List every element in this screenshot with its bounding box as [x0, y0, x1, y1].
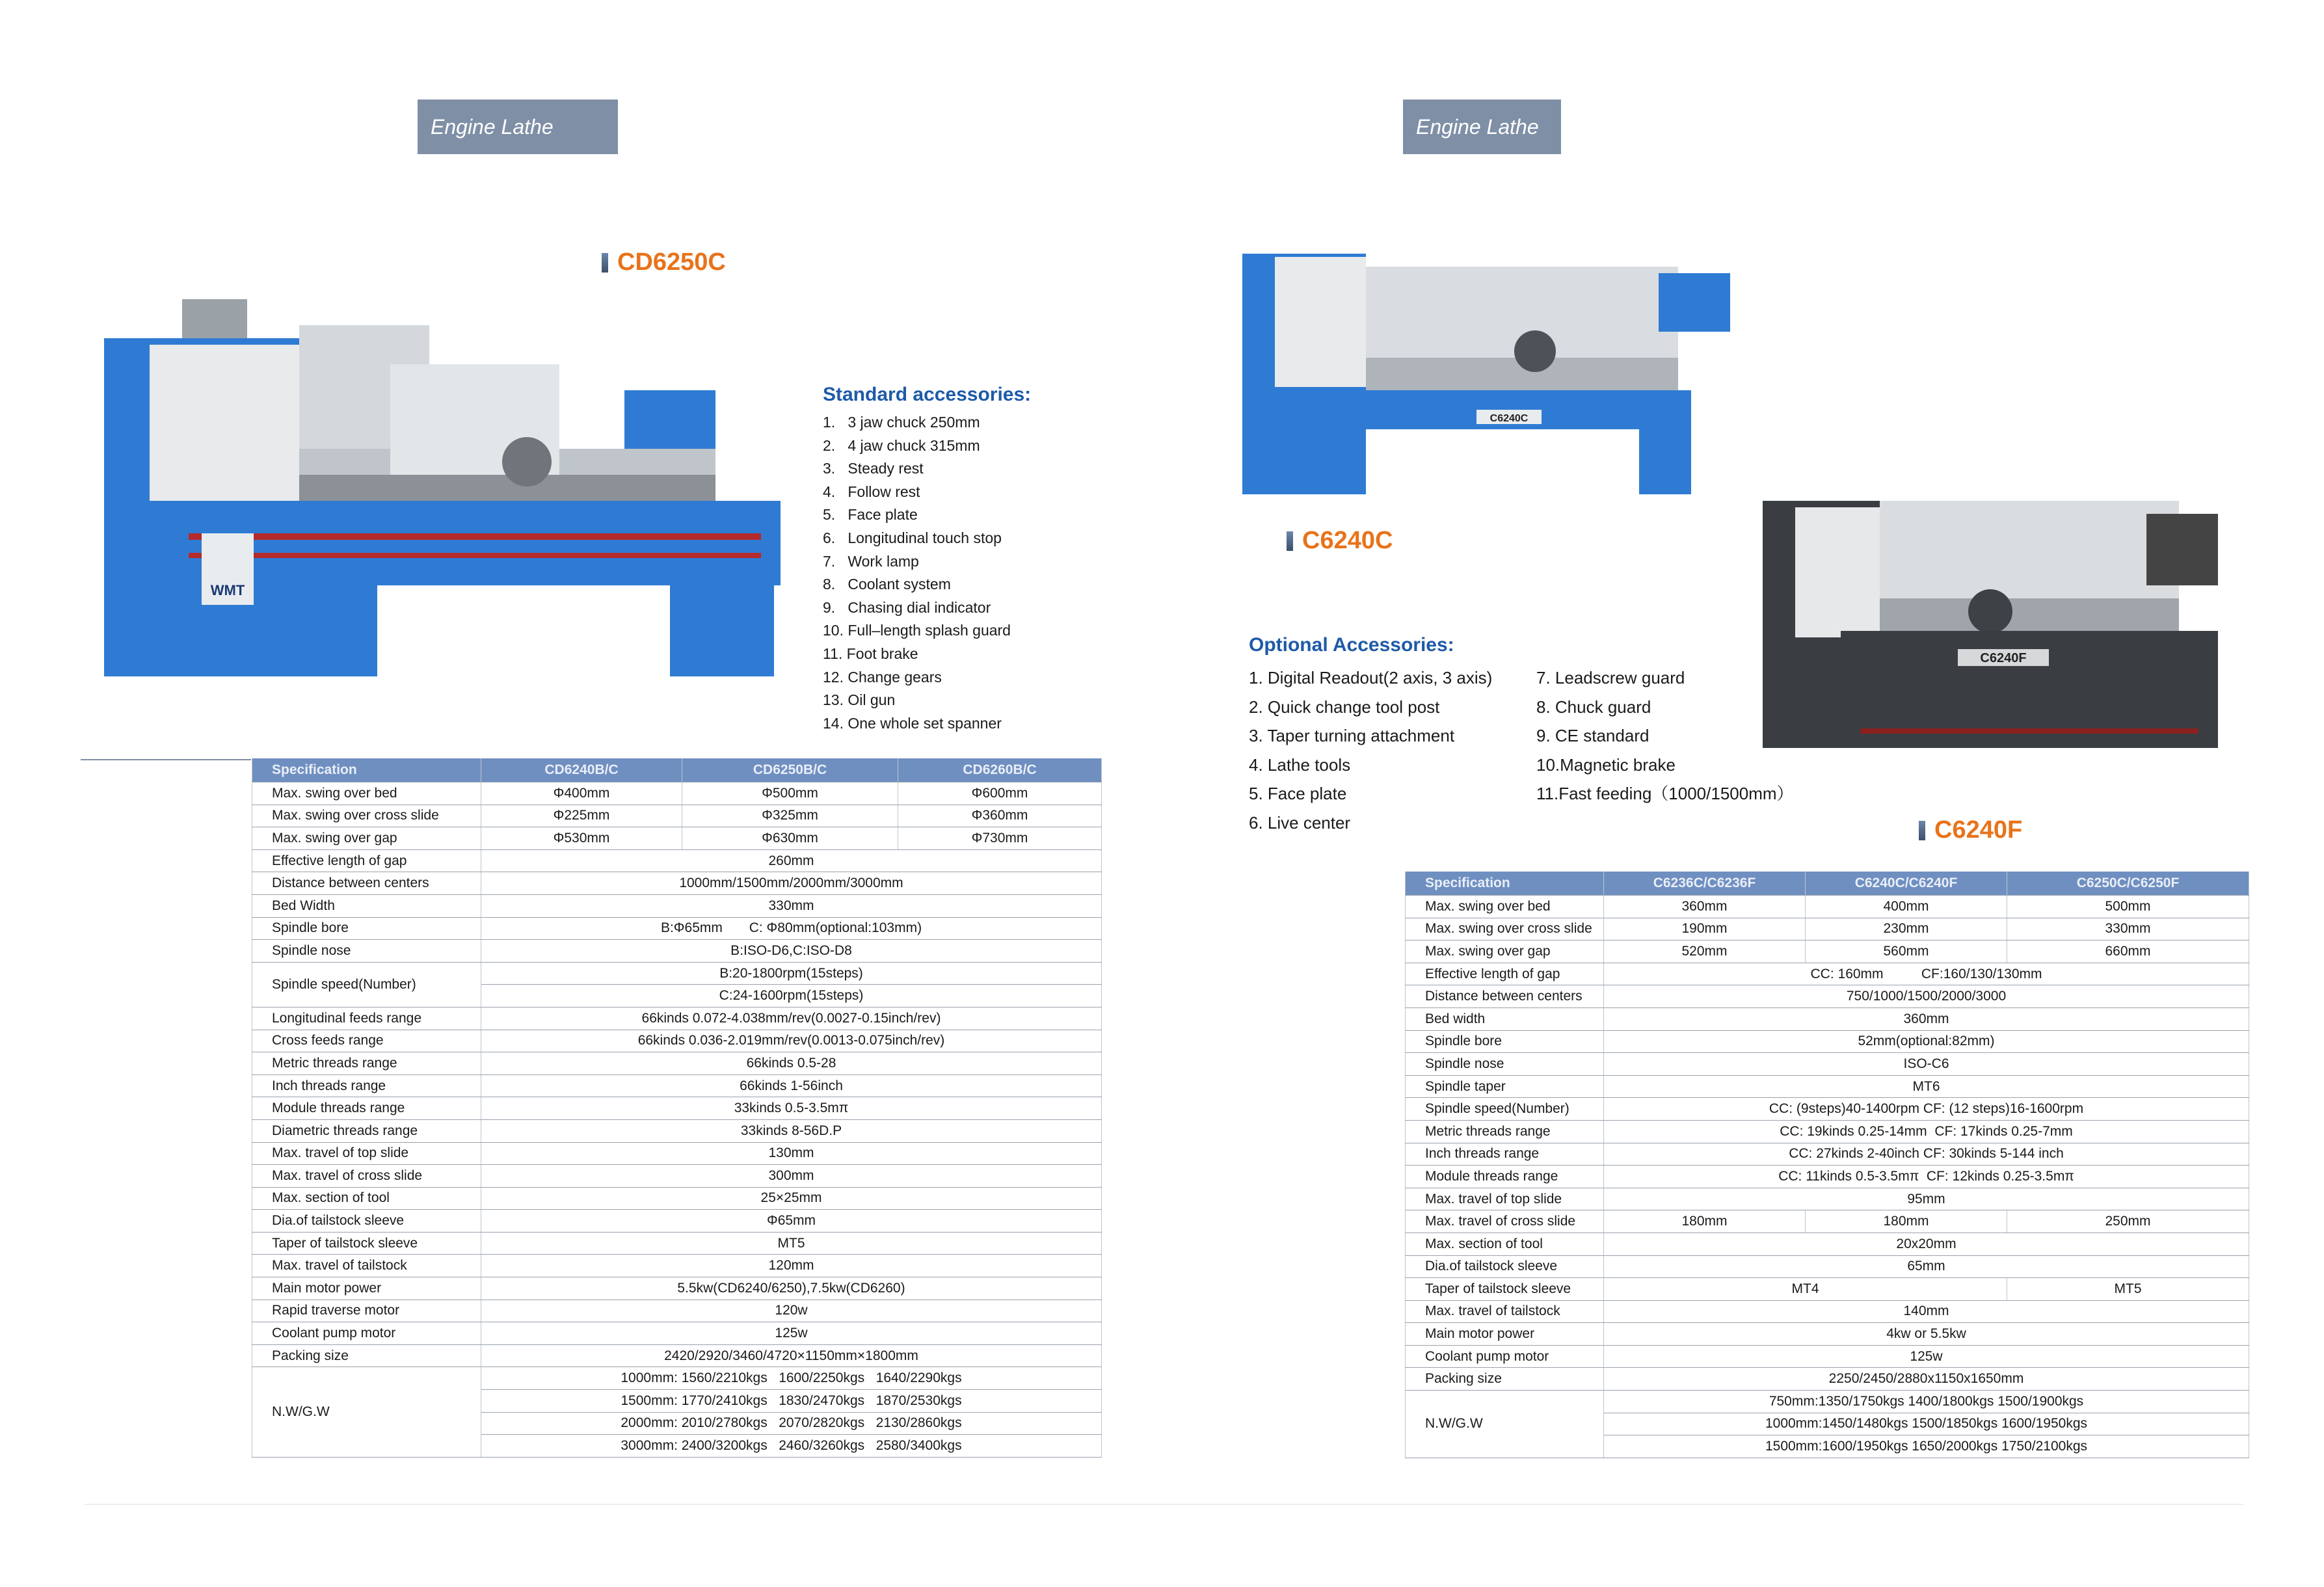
spec-label-cell: Distance between centers — [1406, 985, 1604, 1008]
spec-value-cell: 3000mm: 2400/3200kgs 2460/3260kgs 2580/3400kgs — [481, 1435, 1102, 1458]
spec-value-cell: 52mm(optional:82mm) — [1604, 1030, 2249, 1053]
optional-accessory-item: 7. Leadscrew guard — [1536, 668, 1685, 687]
spec-value-cell: 66kinds 0.5-28 — [481, 1052, 1102, 1075]
spec-label-cell: Max. travel of tailstock — [1406, 1300, 1604, 1323]
spec-value-cell: C6240C/C6240F — [1806, 872, 2007, 896]
spec-value-cell: 1000mm:1450/1480kgs 1500/1850kgs 1600/1950kgs — [1604, 1413, 2249, 1435]
spec-value-cell: 125w — [1604, 1345, 2249, 1368]
accessory-item: 7. Work lamp — [823, 552, 919, 570]
spec-value-cell: 500mm — [2007, 896, 2249, 918]
table-row — [252, 940, 1102, 963]
spec-value-cell: 95mm — [1604, 1188, 2249, 1210]
spec-value-cell: 2000mm: 2010/2780kgs 2070/2820kgs 2130/2860kgs — [481, 1412, 1102, 1435]
model-marker-icon — [1287, 531, 1293, 551]
spec-label-cell: Distance between centers — [252, 872, 481, 895]
accessory-item: 4. Follow rest — [823, 483, 920, 500]
table-row — [252, 782, 1102, 805]
spec-value-cell: CC: (9steps)40-1400rpm CF: (12 steps)16-1600rpm — [1604, 1098, 2249, 1121]
optional-accessory-item: 10.Magnetic brake — [1536, 754, 1676, 775]
spec-value-cell: 560mm — [1806, 940, 2007, 963]
spec-value-cell: MT4 — [1604, 1278, 2007, 1301]
table-row — [1406, 1188, 2249, 1210]
table-row — [1406, 1368, 2249, 1391]
optional-accessory-item: 2. Quick change tool post — [1249, 697, 1440, 717]
spec-value-cell: Φ225mm — [481, 805, 682, 827]
spec-value-cell: CC: 19kinds 0.25-14mm CF: 17kinds 0.25-7mm — [1604, 1120, 2249, 1143]
model-title-c6240f — [1919, 816, 2022, 844]
spec-label-cell: Packing size — [1406, 1368, 1604, 1391]
spec-value-cell: CD6260B/C — [898, 758, 1102, 782]
table-row — [1406, 1166, 2249, 1188]
table-row — [252, 917, 1102, 940]
spec-value-cell: 1500mm:1600/1950kgs 1650/2000kgs 1750/2100kgs — [1604, 1435, 2249, 1458]
model-marker-icon — [602, 253, 608, 273]
standard-accessories-title: Standard accessories: — [823, 384, 1032, 405]
spec-value-cell: 260mm — [481, 849, 1102, 872]
spec-value-cell: 180mm — [1806, 1210, 2007, 1233]
spec-label-cell: N.W/G.W — [1406, 1391, 1604, 1458]
spec-value-cell: MT5 — [2007, 1278, 2249, 1301]
spec-label-cell: Max. travel of cross slide — [252, 1165, 481, 1188]
table-row — [1406, 1210, 2249, 1233]
table-row — [1406, 1233, 2249, 1255]
table-row — [252, 894, 1102, 917]
spec-label-cell: Cross feeds range — [252, 1030, 481, 1052]
spec-label-cell: Specification — [252, 758, 481, 782]
spec-value-cell: 120mm — [481, 1255, 1102, 1277]
table-row — [1406, 1323, 2249, 1346]
spec-label-cell: Inch threads range — [1406, 1143, 1604, 1166]
table-row — [1406, 1278, 2249, 1301]
spec-label-cell: Metric threads range — [1406, 1120, 1604, 1143]
optional-accessories-col1 — [1249, 663, 1492, 837]
spec-value-cell: 2420/2920/3460/4720×1150mm×1800mm — [481, 1344, 1102, 1367]
lathe-image-cd6250c — [104, 286, 794, 689]
spec-label-cell: Packing size — [252, 1344, 481, 1367]
spec-value-cell: CC: 27kinds 2-40inch CF: 30kinds 5-144 inch — [1604, 1143, 2249, 1166]
footer-divider — [85, 1504, 2244, 1505]
accessory-item: 13. Oil gun — [823, 691, 896, 709]
spec-value-cell: 660mm — [2007, 940, 2249, 963]
spec-label-cell: Inch threads range — [252, 1074, 481, 1097]
model-title-cd6250c — [602, 248, 726, 276]
table-row — [252, 1255, 1102, 1277]
standard-accessories-list — [823, 411, 1011, 735]
accessory-item: 1. 3 jaw chuck 250mm — [823, 414, 980, 431]
table-row — [1406, 872, 2249, 896]
wmt-logo-text: WMT — [210, 582, 245, 598]
spec-label-cell: Module threads range — [252, 1097, 481, 1120]
spec-value-cell: 1000mm/1500mm/2000mm/3000mm — [481, 872, 1102, 895]
optional-accessory-item: 8. Chuck guard — [1536, 697, 1651, 717]
accessory-item: 2. 4 jaw chuck 315mm — [823, 436, 980, 454]
spec-label-cell: Max. swing over bed — [252, 782, 481, 805]
optional-accessory-item: 5. Face plate — [1249, 784, 1347, 803]
spec-table-right — [1405, 872, 2249, 1458]
spec-value-cell: 66kinds 1-56inch — [481, 1074, 1102, 1097]
optional-accessory-item: 3. Taper turning attachment — [1249, 726, 1455, 745]
spec-value-cell: 230mm — [1806, 918, 2007, 940]
spec-value-cell: Φ325mm — [682, 805, 898, 827]
spec-label-cell: Bed width — [1406, 1007, 1604, 1030]
optional-accessory-item: 6. Live center — [1249, 812, 1351, 833]
spec-value-cell: Φ530mm — [481, 827, 682, 850]
spec-value-cell: ISO-C6 — [1604, 1053, 2249, 1076]
spec-label-cell: Spindle bore — [1406, 1030, 1604, 1053]
spec-label-cell: Max. section of tool — [1406, 1233, 1604, 1255]
spec-table-left — [252, 758, 1102, 1458]
accessory-item: 9. Chasing dial indicator — [823, 598, 991, 616]
table-row — [1406, 1143, 2249, 1166]
table-row — [252, 827, 1102, 850]
spec-value-cell: 66kinds 0.072-4.038mm/rev(0.0027-0.15inch/rev) — [481, 1007, 1102, 1030]
spec-value-cell: 33kinds 0.5-3.5mπ — [481, 1097, 1102, 1120]
spec-label-cell: Max. swing over bed — [1406, 896, 1604, 918]
spec-label-cell: Taper of tailstock sleeve — [1406, 1278, 1604, 1301]
spec-label-cell: Rapid traverse motor — [252, 1300, 481, 1322]
table-row — [252, 1344, 1102, 1367]
table-row — [252, 872, 1102, 895]
spec-label-cell: Dia.of tailstock sleeve — [1406, 1255, 1604, 1278]
spec-value-cell: 360mm — [1604, 1007, 2249, 1030]
divider — [81, 759, 251, 760]
digital-readout-icon — [182, 299, 247, 338]
spec-value-cell: B:ISO-D6,C:ISO-D8 — [481, 940, 1102, 963]
spec-value-cell: 1000mm: 1560/2210kgs 1600/2250kgs 1640/2290kgs — [481, 1367, 1102, 1390]
spec-value-cell: 190mm — [1604, 918, 1806, 940]
table-row — [1406, 985, 2249, 1008]
accessory-item: 11. Foot brake — [823, 645, 918, 662]
table-row — [252, 1322, 1102, 1345]
table-row — [252, 1300, 1102, 1322]
table-row — [1406, 1075, 2249, 1098]
table-row — [252, 1119, 1102, 1142]
spec-value-cell: 250mm — [2007, 1210, 2249, 1233]
spec-value-cell: CD6250B/C — [682, 758, 898, 782]
spec-label-cell: Max. swing over gap — [1406, 940, 1604, 963]
spec-label-cell: Metric threads range — [252, 1052, 481, 1075]
table-row — [1406, 1007, 2249, 1030]
plate-c6240f: C6240F — [1980, 651, 2027, 665]
table-row — [1406, 1098, 2249, 1121]
spec-value-cell: 130mm — [481, 1142, 1102, 1165]
table-row — [252, 1277, 1102, 1300]
spec-value-cell: Φ500mm — [682, 782, 898, 805]
table-row — [1406, 963, 2249, 985]
optional-accessory-item: 9. CE standard — [1536, 726, 1650, 745]
section-tag-right: Engine Lathe — [1403, 100, 1561, 154]
spec-label-cell: Spindle bore — [252, 917, 481, 940]
spec-value-cell: MT6 — [1604, 1075, 2249, 1098]
spec-value-cell: Φ630mm — [682, 827, 898, 850]
spec-value-cell: Φ65mm — [481, 1210, 1102, 1233]
spec-label-cell: Spindle nose — [252, 940, 481, 963]
spec-value-cell: 520mm — [1604, 940, 1806, 963]
optional-accessories-col2 — [1536, 663, 1794, 808]
spec-label-cell: Max. swing over gap — [252, 827, 481, 850]
spec-value-cell: MT5 — [481, 1232, 1102, 1255]
spec-label-cell: Spindle taper — [1406, 1075, 1604, 1098]
spec-label-cell: Diametric threads range — [252, 1119, 481, 1142]
spec-value-cell: CD6240B/C — [481, 758, 682, 782]
spec-label-cell: Spindle speed(Number) — [252, 962, 481, 1007]
table-row — [252, 1007, 1102, 1030]
table-row — [252, 758, 1102, 782]
spec-label-cell: Coolant pump motor — [252, 1322, 481, 1345]
spec-label-cell: Spindle nose — [1406, 1053, 1604, 1076]
optional-accessory-item: 11.Fast feeding（1000/1500mm） — [1536, 784, 1794, 803]
lathe-image-c6240f — [1763, 442, 2231, 748]
spec-label-cell: Longitudinal feeds range — [252, 1007, 481, 1030]
table-row — [252, 1097, 1102, 1120]
table-row — [252, 1074, 1102, 1097]
model-name: C6240F — [1934, 816, 2023, 844]
table-row — [252, 1210, 1102, 1233]
spec-label-cell: Max. travel of top slide — [1406, 1188, 1604, 1210]
accessory-item: 12. Change gears — [823, 668, 942, 686]
model-title-c6240c — [1287, 527, 1393, 555]
model-name: CD6250C — [617, 248, 726, 276]
spec-label-cell: Main motor power — [1406, 1323, 1604, 1346]
spec-label-cell: Dia.of tailstock sleeve — [252, 1210, 481, 1233]
spec-value-cell: 33kinds 8-56D.P — [481, 1119, 1102, 1142]
table-row — [1406, 940, 2249, 963]
table-row — [252, 1142, 1102, 1165]
spec-value-cell: 330mm — [481, 894, 1102, 917]
spec-value-cell: 4kw or 5.5kw — [1604, 1323, 2249, 1346]
table-row — [1406, 1120, 2249, 1143]
spec-label-cell: Taper of tailstock sleeve — [252, 1232, 481, 1255]
table-row — [252, 1187, 1102, 1210]
spec-value-cell: CC: 160mm CF:160/130/130mm — [1604, 963, 2249, 985]
spec-value-cell: 750/1000/1500/2000/3000 — [1604, 985, 2249, 1008]
accessory-item: 10. Full–length splash guard — [823, 622, 1011, 639]
spec-label-cell: Max. section of tool — [252, 1187, 481, 1210]
table-row — [1406, 1345, 2249, 1368]
table-row — [1406, 1053, 2249, 1076]
lathe-image-c6240c — [1242, 228, 1756, 494]
spec-label-cell: Effective length of gap — [1406, 963, 1604, 985]
spec-label-cell: Max. travel of tailstock — [252, 1255, 481, 1277]
spec-value-cell: 5.5kw(CD6240/6250),7.5kw(CD6260) — [481, 1277, 1102, 1300]
spec-value-cell: 330mm — [2007, 918, 2249, 940]
table-row — [252, 805, 1102, 827]
spec-value-cell: 180mm — [1604, 1210, 1806, 1233]
spec-value-cell: Φ730mm — [898, 827, 1102, 850]
table-row — [252, 1052, 1102, 1075]
spec-value-cell: 2250/2450/2880x1150x1650mm — [1604, 1368, 2249, 1391]
spec-value-cell: 1500mm: 1770/2410kgs 1830/2470kgs 1870/2530kgs — [481, 1390, 1102, 1413]
accessory-item: 14. One whole set spanner — [823, 714, 1002, 732]
table-row — [1406, 1300, 2249, 1323]
spec-value-cell: 750mm:1350/1750kgs 1400/1800kgs 1500/1900kgs — [1604, 1391, 2249, 1413]
spec-value-cell: 120w — [481, 1300, 1102, 1322]
spec-value-cell: 66kinds 0.036-2.019mm/rev(0.0013-0.075inch/rev) — [481, 1030, 1102, 1052]
model-marker-icon — [1919, 821, 1925, 840]
table-row — [252, 1165, 1102, 1188]
spec-value-cell: C6236C/C6236F — [1604, 872, 1806, 896]
spec-label-cell: Bed Width — [252, 894, 481, 917]
table-row — [252, 1367, 1102, 1390]
table-row — [252, 962, 1102, 985]
spec-label-cell: N.W/G.W — [252, 1367, 481, 1457]
model-name: C6240C — [1302, 527, 1393, 554]
spec-label-cell: Effective length of gap — [252, 849, 481, 872]
spec-value-cell: 300mm — [481, 1165, 1102, 1188]
section-tag-left: Engine Lathe — [418, 100, 618, 154]
table-row — [252, 1030, 1102, 1052]
spec-label-cell: Spindle speed(Number) — [1406, 1098, 1604, 1121]
table-row — [252, 1232, 1102, 1255]
optional-accessory-item: 1. Digital Readout(2 axis, 3 axis) — [1249, 668, 1493, 687]
table-row — [1406, 918, 2249, 940]
spec-value-cell: C6250C/C6250F — [2007, 872, 2249, 896]
table-row — [252, 849, 1102, 872]
spec-label-cell: Coolant pump motor — [1406, 1345, 1604, 1368]
spec-value-cell: 20x20mm — [1604, 1233, 2249, 1255]
spec-value-cell: 65mm — [1604, 1255, 2249, 1278]
spec-value-cell: C:24-1600rpm(15steps) — [481, 985, 1102, 1007]
spec-value-cell: 25×25mm — [481, 1187, 1102, 1210]
spec-value-cell: 400mm — [1806, 896, 2007, 918]
spec-label-cell: Specification — [1406, 872, 1604, 896]
spec-value-cell: B:Φ65mm C: Φ80mm(optional:103mm) — [481, 917, 1102, 940]
accessory-item: 3. Steady rest — [823, 460, 924, 477]
spec-label-cell: Main motor power — [252, 1277, 481, 1300]
optional-accessory-item: 4. Lathe tools — [1249, 754, 1351, 775]
accessory-item: 5. Face plate — [823, 506, 918, 524]
accessory-item: 8. Coolant system — [823, 576, 951, 593]
spec-value-cell: Φ360mm — [898, 805, 1102, 827]
spec-value-cell: 125w — [481, 1322, 1102, 1345]
spec-label-cell: Max. swing over cross slide — [252, 805, 481, 827]
table-row — [1406, 1255, 2249, 1278]
table-row — [1406, 1030, 2249, 1053]
spec-value-cell: 140mm — [1604, 1300, 2249, 1323]
optional-accessories-title: Optional Accessories: — [1249, 634, 1454, 656]
spec-value-cell: Φ600mm — [898, 782, 1102, 805]
spec-value-cell: B:20-1800rpm(15steps) — [481, 962, 1102, 985]
spec-label-cell: Max. swing over cross slide — [1406, 918, 1604, 940]
plate-c6240c: C6240C — [1489, 413, 1529, 424]
spec-value-cell: Φ400mm — [481, 782, 682, 805]
spec-value-cell: CC: 11kinds 0.5-3.5mπ CF: 12kinds 0.25-3.5mπ — [1604, 1166, 2249, 1188]
table-row — [1406, 1391, 2249, 1413]
spec-label-cell: Max. travel of top slide — [252, 1142, 481, 1165]
table-row — [1406, 896, 2249, 918]
spec-label-cell: Module threads range — [1406, 1166, 1604, 1188]
spec-label-cell: Max. travel of cross slide — [1406, 1210, 1604, 1233]
accessory-item: 6. Longitudinal touch stop — [823, 529, 1002, 546]
spec-value-cell: 360mm — [1604, 896, 1806, 918]
